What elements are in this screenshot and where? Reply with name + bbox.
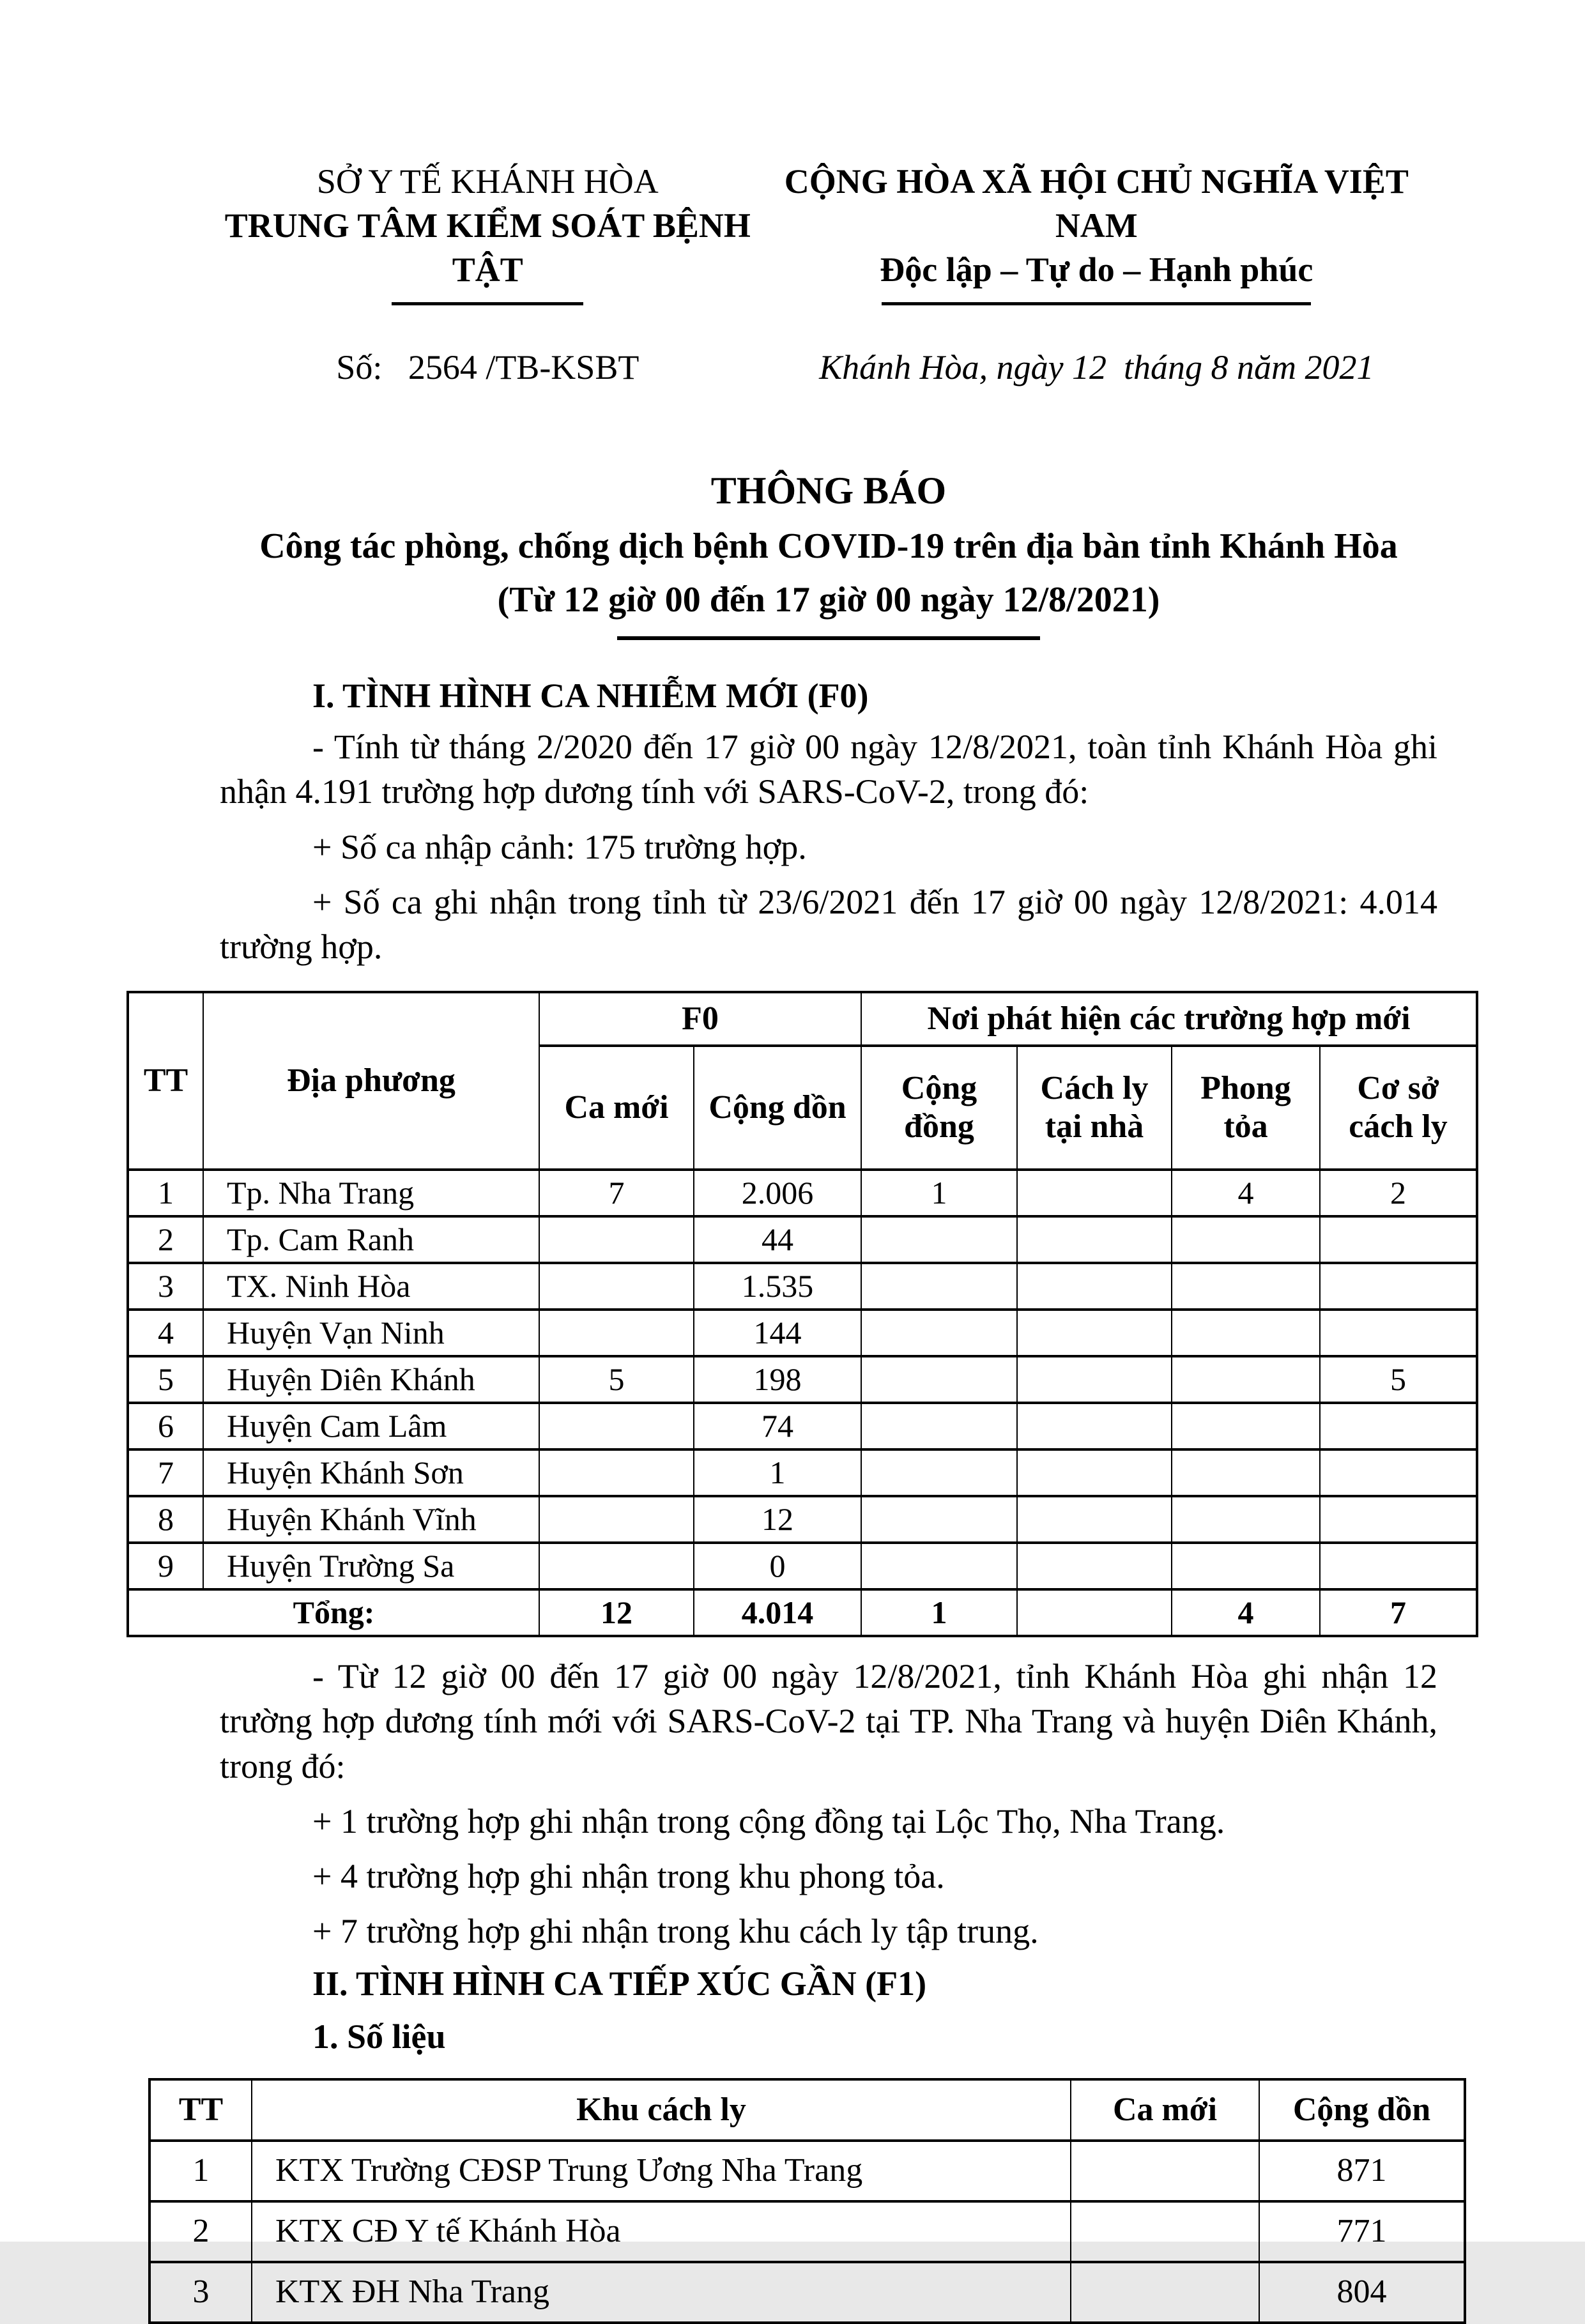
td-cumulative: 771 bbox=[1259, 2201, 1465, 2262]
issuing-org-name: TRUNG TÂM KIỂM SOÁT BỆNH TẬT bbox=[224, 206, 751, 289]
td-locality: Huyện Diên Khánh bbox=[203, 1356, 539, 1403]
document-time-range: (Từ 12 giờ 00 đến 17 giờ 00 ngày 12/8/2021) bbox=[497, 580, 1160, 620]
td-tt: 3 bbox=[128, 1263, 203, 1310]
issuing-org-parent: SỞ Y TẾ KHÁNH HÒA bbox=[316, 162, 659, 201]
national-motto: Độc lập – Tự do – Hạnh phúc bbox=[880, 250, 1313, 289]
td-locality: Huyện Cam Lâm bbox=[203, 1403, 539, 1449]
table-row bbox=[128, 1310, 1477, 1356]
t1-header-tt: TT bbox=[128, 992, 203, 1170]
td-locality: Tp. Nha Trang bbox=[203, 1170, 539, 1216]
td-community bbox=[861, 1356, 1017, 1403]
td-home-quarantine bbox=[1017, 1263, 1172, 1310]
td-community bbox=[861, 1403, 1017, 1449]
td-lockdown bbox=[1172, 1263, 1320, 1310]
table-row bbox=[149, 2141, 1465, 2201]
td-new-cases bbox=[539, 1449, 694, 1496]
section-2-subheading: 1. Số liệu bbox=[312, 2017, 446, 2056]
td-lockdown bbox=[1172, 1403, 1320, 1449]
t2-header-new-cases: Ca mới bbox=[1071, 2079, 1259, 2141]
td-lockdown bbox=[1172, 1310, 1320, 1356]
section-1-heading: I. TÌNH HÌNH CA NHIỄM MỚI (F0) bbox=[312, 677, 869, 715]
td-new-cases bbox=[1071, 2262, 1259, 2323]
t1-header-home-quarantine: Cách ly tại nhà bbox=[1017, 1046, 1172, 1170]
t1-header-quarantine-facility: Cơ sở cách ly bbox=[1320, 1046, 1477, 1170]
td-lockdown bbox=[1172, 1543, 1320, 1589]
td-total-label: Tổng: bbox=[128, 1589, 539, 1636]
td-new-cases bbox=[539, 1263, 694, 1310]
td-quarantine-facility bbox=[1320, 1263, 1477, 1310]
section-1-bullet-imported: + Số ca nhập cảnh: 175 trường hợp. bbox=[312, 827, 807, 866]
td-lockdown bbox=[1172, 1216, 1320, 1263]
t1-header-locality: Địa phương bbox=[203, 992, 539, 1170]
td-quarantine-facility bbox=[1320, 1496, 1477, 1543]
section-2-heading: II. TÌNH HÌNH CA TIẾP XÚC GẦN (F1) bbox=[312, 1964, 927, 2003]
td-cumulative: 0 bbox=[694, 1543, 861, 1589]
td-cumulative: 198 bbox=[694, 1356, 861, 1403]
td-total-quarantine-facility: 7 bbox=[1320, 1589, 1477, 1636]
td-cumulative: 1 bbox=[694, 1449, 861, 1496]
td-cumulative: 1.535 bbox=[694, 1263, 861, 1310]
td-new-cases bbox=[539, 1496, 694, 1543]
td-community bbox=[861, 1496, 1017, 1543]
bullet-lockdown-cases: + 4 trường hợp ghi nhận trong khu phong tỏa. bbox=[312, 1856, 945, 1895]
td-quarantine-facility: 2 bbox=[1320, 1170, 1477, 1216]
td-locality: Huyện Khánh Sơn bbox=[203, 1449, 539, 1496]
td-quarantine-facility bbox=[1320, 1449, 1477, 1496]
td-quarantine-area: KTX CĐ Y tế Khánh Hòa bbox=[252, 2201, 1071, 2262]
t1-header-f0-group: F0 bbox=[539, 992, 861, 1046]
td-new-cases bbox=[539, 1216, 694, 1263]
td-quarantine-facility bbox=[1320, 1216, 1477, 1263]
td-lockdown bbox=[1172, 1496, 1320, 1543]
td-community bbox=[861, 1449, 1017, 1496]
td-total-community: 1 bbox=[861, 1589, 1017, 1636]
td-community: 1 bbox=[861, 1170, 1017, 1216]
table-row bbox=[128, 1403, 1477, 1449]
td-tt: 4 bbox=[128, 1310, 203, 1356]
org-divider-rule bbox=[392, 302, 583, 305]
td-tt: 8 bbox=[128, 1496, 203, 1543]
td-tt: 7 bbox=[128, 1449, 203, 1496]
bullet-quarantine-cases: + 7 trường hợp ghi nhận trong khu cách ly tập trung. bbox=[312, 1912, 1039, 1951]
national-header-block bbox=[756, 160, 1437, 390]
td-tt: 6 bbox=[128, 1403, 203, 1449]
td-total-lockdown: 4 bbox=[1172, 1589, 1320, 1636]
td-lockdown: 4 bbox=[1172, 1170, 1320, 1216]
td-home-quarantine bbox=[1017, 1356, 1172, 1403]
t2-header-cumulative: Cộng dồn bbox=[1259, 2079, 1465, 2141]
td-tt: 1 bbox=[149, 2141, 252, 2201]
td-locality: Huyện Trường Sa bbox=[203, 1543, 539, 1589]
f0-by-locality-table bbox=[126, 991, 1478, 1637]
td-new-cases bbox=[1071, 2141, 1259, 2201]
table-row bbox=[128, 1170, 1477, 1216]
td-tt: 3 bbox=[149, 2262, 252, 2323]
td-locality: Huyện Khánh Vĩnh bbox=[203, 1496, 539, 1543]
section-1-bullet-local: + Số ca ghi nhận trong tỉnh từ 23/6/2021 đến 17 giờ 00 ngày 12/8/2021: 4.014 trường hợp. bbox=[220, 882, 1437, 967]
td-home-quarantine bbox=[1017, 1310, 1172, 1356]
td-tt: 9 bbox=[128, 1543, 203, 1589]
td-home-quarantine bbox=[1017, 1496, 1172, 1543]
table-row bbox=[128, 1496, 1477, 1543]
td-quarantine-facility: 5 bbox=[1320, 1356, 1477, 1403]
t1-header-community: Cộng đồng bbox=[861, 1046, 1017, 1170]
td-lockdown bbox=[1172, 1449, 1320, 1496]
td-cumulative: 44 bbox=[694, 1216, 861, 1263]
td-locality: TX. Ninh Hòa bbox=[203, 1263, 539, 1310]
td-tt: 5 bbox=[128, 1356, 203, 1403]
td-new-cases bbox=[1071, 2201, 1259, 2262]
table-row bbox=[128, 1449, 1477, 1496]
td-quarantine-area: KTX ĐH Nha Trang bbox=[252, 2262, 1071, 2323]
document-header bbox=[220, 160, 1437, 390]
t1-header-lockdown: Phong tỏa bbox=[1172, 1046, 1320, 1170]
td-locality: Huyện Vạn Ninh bbox=[203, 1310, 539, 1356]
new-cases-summary-paragraph: - Từ 12 giờ 00 đến 17 giờ 00 ngày 12/8/2021, tỉnh Khánh Hòa ghi nhận 12 trường hợp dương tính mới với SARS-CoV-2 tại TP. Nha Trang và huyện Diên Khánh, trong đó: bbox=[220, 1657, 1437, 1785]
t1-header-new-cases: Ca mới bbox=[539, 1046, 694, 1170]
document-title: THÔNG BÁO bbox=[710, 469, 947, 512]
document-subtitle: Công tác phòng, chống dịch bệnh COVID-19 trên địa bàn tỉnh Khánh Hòa bbox=[259, 526, 1398, 566]
place-and-date: Khánh Hòa, ngày 12 tháng 8 năm 2021 bbox=[819, 348, 1374, 387]
issuing-org-block bbox=[220, 160, 756, 390]
td-home-quarantine bbox=[1017, 1543, 1172, 1589]
table-total-row bbox=[128, 1589, 1477, 1636]
td-cumulative: 2.006 bbox=[694, 1170, 861, 1216]
table-row bbox=[128, 1263, 1477, 1310]
national-title: CỘNG HÒA XÃ HỘI CHỦ NGHĨA VIỆT NAM bbox=[784, 162, 1409, 245]
title-divider-rule bbox=[617, 636, 1040, 640]
td-home-quarantine bbox=[1017, 1449, 1172, 1496]
td-lockdown bbox=[1172, 1356, 1320, 1403]
td-cumulative: 871 bbox=[1259, 2141, 1465, 2201]
t1-header-cumulative: Cộng dồn bbox=[694, 1046, 861, 1170]
td-new-cases bbox=[539, 1403, 694, 1449]
document-number: Số: 2564 /TB-KSBT bbox=[336, 348, 639, 387]
td-cumulative: 144 bbox=[694, 1310, 861, 1356]
td-home-quarantine bbox=[1017, 1170, 1172, 1216]
td-cumulative: 74 bbox=[694, 1403, 861, 1449]
td-new-cases: 5 bbox=[539, 1356, 694, 1403]
section-1-paragraph: - Tính từ tháng 2/2020 đến 17 giờ 00 ngày 12/8/2021, toàn tỉnh Khánh Hòa ghi nhận 4.191 trường hợp dương tính với SARS-CoV-2, trong đó: bbox=[220, 728, 1437, 811]
td-home-quarantine bbox=[1017, 1216, 1172, 1263]
td-new-cases bbox=[539, 1310, 694, 1356]
td-tt: 2 bbox=[128, 1216, 203, 1263]
motto-divider-rule bbox=[882, 302, 1311, 305]
td-community bbox=[861, 1263, 1017, 1310]
td-quarantine-facility bbox=[1320, 1310, 1477, 1356]
td-total-new-cases: 12 bbox=[539, 1589, 694, 1636]
td-tt: 1 bbox=[128, 1170, 203, 1216]
td-total-home-quarantine bbox=[1017, 1589, 1172, 1636]
bullet-community-case: + 1 trường hợp ghi nhận trong cộng đồng tại Lộc Thọ, Nha Trang. bbox=[312, 1801, 1225, 1840]
table-row bbox=[149, 2201, 1465, 2262]
document-title-block bbox=[220, 466, 1437, 641]
table-row bbox=[128, 1356, 1477, 1403]
td-community bbox=[861, 1543, 1017, 1589]
t2-header-quarantine-area: Khu cách ly bbox=[252, 2079, 1071, 2141]
td-cumulative: 12 bbox=[694, 1496, 861, 1543]
td-quarantine-facility bbox=[1320, 1403, 1477, 1449]
td-community bbox=[861, 1216, 1017, 1263]
t2-header-tt: TT bbox=[149, 2079, 252, 2141]
td-tt: 2 bbox=[149, 2201, 252, 2262]
td-locality: Tp. Cam Ranh bbox=[203, 1216, 539, 1263]
table-row bbox=[149, 2262, 1465, 2323]
table-row bbox=[128, 1216, 1477, 1263]
td-community bbox=[861, 1310, 1017, 1356]
td-cumulative: 804 bbox=[1259, 2262, 1465, 2323]
table-row bbox=[128, 1543, 1477, 1589]
td-quarantine-area: KTX Trường CĐSP Trung Ương Nha Trang bbox=[252, 2141, 1071, 2201]
td-home-quarantine bbox=[1017, 1403, 1172, 1449]
td-total-cumulative: 4.014 bbox=[694, 1589, 861, 1636]
td-new-cases: 7 bbox=[539, 1170, 694, 1216]
f1-quarantine-table bbox=[148, 2078, 1466, 2324]
t1-header-detection-group: Nơi phát hiện các trường hợp mới bbox=[861, 992, 1477, 1046]
td-new-cases bbox=[539, 1543, 694, 1589]
td-quarantine-facility bbox=[1320, 1543, 1477, 1589]
